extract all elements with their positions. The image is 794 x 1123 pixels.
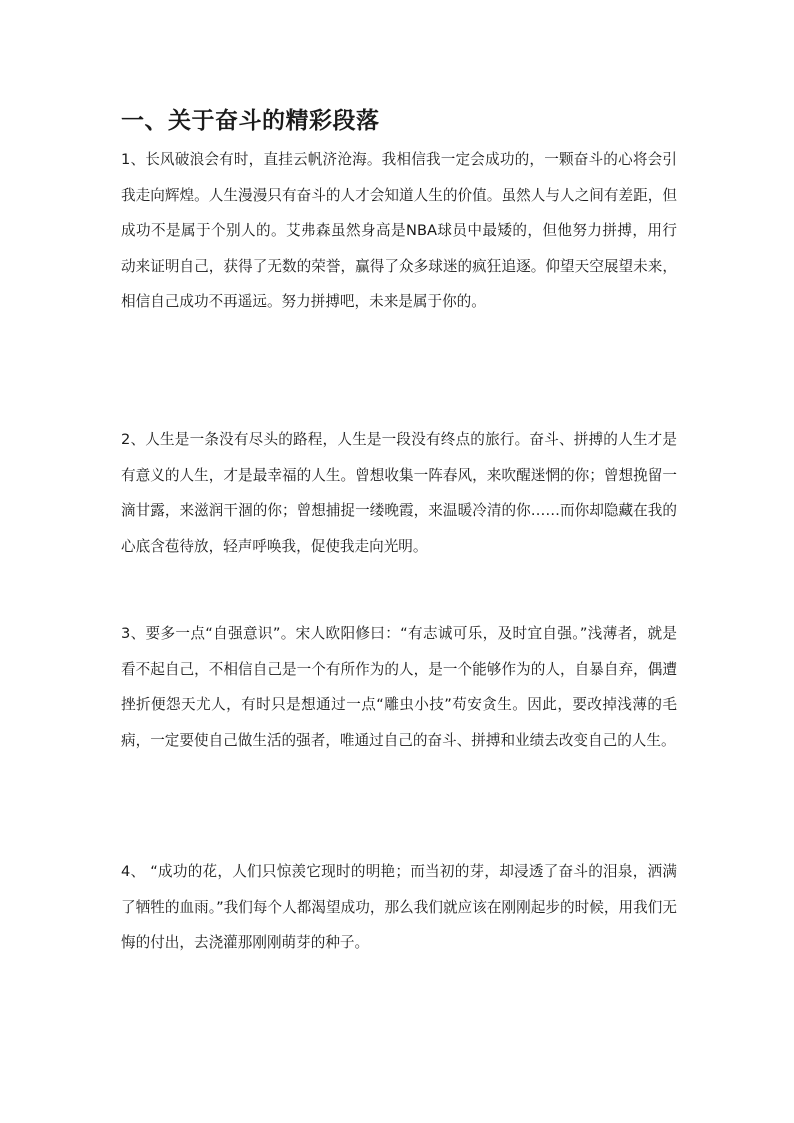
document-heading: 一、关于奋斗的精彩段落 (121, 108, 380, 134)
paragraph-4: 4、 “成功的花，人们只惊羡它现时的明艳；而当初的芽，却浸透了奋斗的泪泉，洒满了牺牲的血雨。”我们每个人都渴望成功，那么我们就应该在刚刚起步的时候，用我们无悔的付出，去浇灌那刚刚萌芽的种子。 (121, 863, 677, 951)
paragraph-2: 2、人生是一条没有尽头的路程，人生是一段没有终点的旅行。奋斗、拼搏的人生才是有意义的人生，才是最幸福的人生。曾想收集一阵春风，来吹醒迷惘的你；曾想挽留一滴甘露，来滋润干涸的你；曾想捕捉一缕晚霞，来温暖冷清的你……而你却隐藏在我的心底含苞待放，轻声呼唤我，促使我走向光明。 (121, 431, 677, 555)
paragraph-3: 3、要多一点“自强意识”。宋人欧阳修曰：“有志诚可乐，及时宜自强。”浅薄者，就是看不起自己，不相信自己是一个有所作为的人，是一个能够作为的人，自暴自弃，偶遭挫折便怨天尤人，有时只是想通过一点“雕虫小技”苟安贪生。因此，要改掉浅薄的毛病，一定要使自己做生活的强者，唯通过自己的奋斗、拼搏和业绩去改变自己的人生。 (121, 625, 677, 749)
paragraph-1: 1、长风破浪会有时，直挂云帆济沧海。我相信我一定会成功的，一颗奋斗的心将会引我走向辉煌。人生漫漫只有奋斗的人才会知道人生的价值。虽然人与人之间有差距，但成功不是属于个别人的。艾弗森虽然身高是NBA球员中最矮的，但他努力拼搏，用行动来证明自己，获得了无数的荣誉，赢得了众多球迷的疯狂追逐。仰望天空展望未来，相信自己成功不再遥远。努力拼搏吧，未来是属于你的。 (121, 151, 677, 310)
